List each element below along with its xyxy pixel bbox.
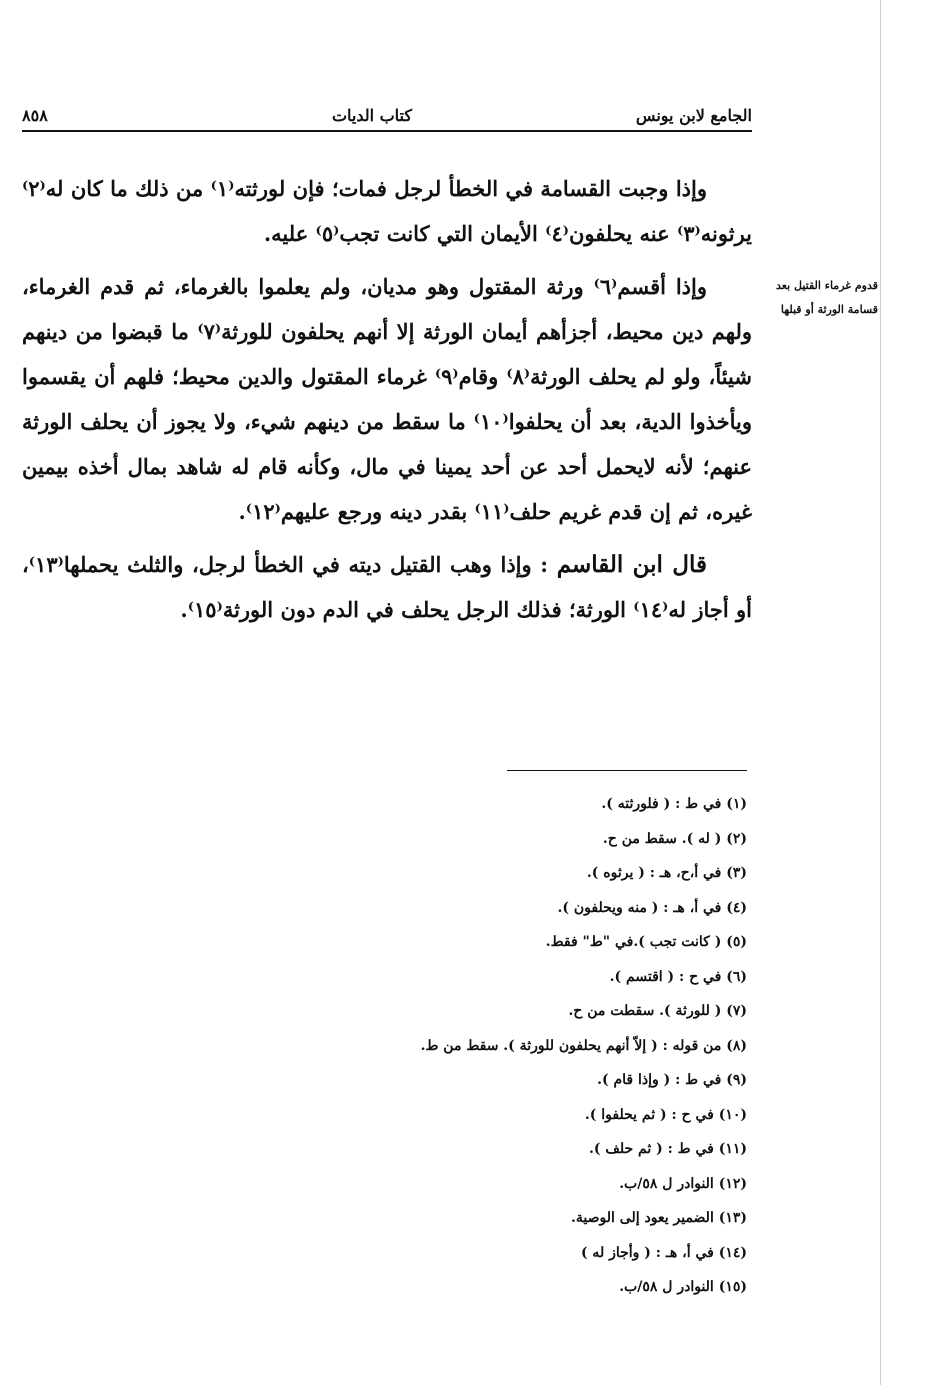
- running-header: [22, 106, 752, 132]
- footnote: (١٣) الضمير يعود إلى الوصية.: [571, 1210, 747, 1226]
- ibn-qasim-lead: قال ابن القاسم: [556, 551, 707, 578]
- footnote: (١٢) النوادر ل ٥٨/ب.: [619, 1175, 747, 1192]
- paragraph: وإذا وجبت القسامة في الخطأ لرجل فمات؛ فإن لورثته⁽١⁾ من ذلك ما كان له⁽٢⁾ يرثونه⁽٣⁾ عنه يحلفون⁽٤⁾ الأيمان التي كانت تجب⁽٥⁾ عليه.: [22, 176, 752, 246]
- footnote: (٥) ( كانت تجب ).في "ط" فقط.: [545, 934, 747, 950]
- footnote-divider: [507, 770, 747, 771]
- margin-note: [760, 274, 878, 322]
- paragraph-ibn-qasim: [22, 542, 752, 632]
- chapter-title: كتاب الديات: [331, 106, 412, 125]
- footnote: (١١) في ط : ( ثم حلف ).: [588, 1141, 747, 1157]
- main-text: [22, 166, 752, 640]
- footnote: (٤) في أ، هـ : ( منه ويحلفون ).: [557, 899, 747, 916]
- footnote: (١٠) في ح : ( ثم يحلفوا ).: [584, 1106, 747, 1123]
- footnotes: [22, 787, 747, 1305]
- page-edge-line: [880, 0, 881, 1385]
- footnote: (١) في ط : ( فلورثته ).: [601, 796, 747, 812]
- footnote: (٢) ( له ). سقط من ح.: [602, 830, 747, 847]
- footnote: (٣) في أ،ح، هـ : ( يرثوه ).: [586, 865, 747, 881]
- ibn-qasim-text: : وإذا وهب القتيل ديته في الخطأ لرجل، والثلث يحملها⁽١٣⁾، أو أجاز له⁽١٤⁾ الورثة؛ فذلك الرجل يحلف في الدم دون الورثة⁽١٥⁾.: [22, 552, 752, 622]
- header-divider: [22, 130, 752, 132]
- footnote: (١٥) النوادر ل ٥٨/ب.: [619, 1279, 747, 1295]
- book-title: الجامع لابن يونس: [635, 106, 752, 125]
- page-number: ٨٥٨: [22, 106, 48, 125]
- footnote: (٧) ( للورثة ). سقطت من ح.: [568, 1003, 747, 1019]
- paragraph: وإذا أقسم⁽٦⁾ ورثة المقتول وهو مديان، ولم يعلموا بالغرماء، ثم قدم الغرماء، ولهم دين محيط، أجزأهم أيمان الورثة إلا أنهم يحلفون للورثة⁽٧⁾ ما قبضوا من دينهم شيئاً، ولو لم يحلف الورثة⁽٨⁾ وقام⁽٩⁾ غرماء المقتول والدين محيط؛ فلهم أن يقسموا ويأخذوا الدية، بعد أن يحلفوا⁽١٠⁾ ما سقط من دينهم شيء، ولا يجوز أن يحلف الورثة عنهم؛ لأنه لايحمل أحد عن أحد يمينا في مال، وكأنه قام له شاهد بمال أخذه بيمين غيره، ثم إن قدم غريم حلف⁽١١⁾ بقدر دينه ورجع عليهم⁽١٢⁾.: [22, 274, 752, 524]
- margin-note-line: قدوم غرماء القتيل بعد: [776, 279, 878, 292]
- footnote: (٨) من قوله : ( إلاّ أنهم يحلفون للورثة ). سقط من ط.: [420, 1037, 747, 1054]
- footnote: (٦) في ح : ( اقتسم ).: [609, 968, 747, 985]
- footnote: (٩) في ط : ( وإذا قام ).: [597, 1072, 747, 1088]
- footnote: (١٤) في أ، هـ : ( وأجاز له ): [580, 1244, 747, 1261]
- margin-note-line: قسامة الورثة أو قبلها: [780, 303, 878, 316]
